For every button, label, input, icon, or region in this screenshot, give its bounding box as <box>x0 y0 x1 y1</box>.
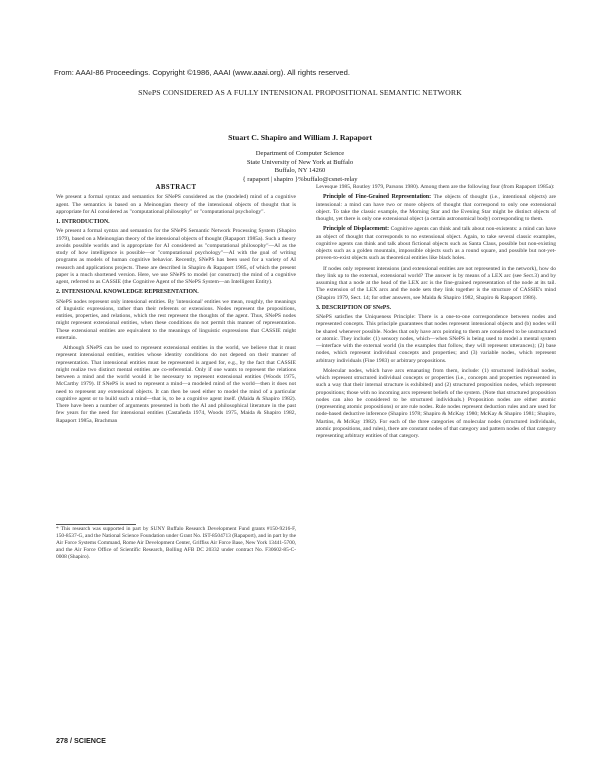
footnote: * This research was supported in part by SUNY Buffalo Research Development Fund grants #150-9216-F, 150-8537-G, and the National Science Foundation under Grant No. IST-8504713 (Rapaport), and in part by the Air Force Systems Command, Rome Air Development Center, Griffiss Air Force Base, New York 13441-5700, and the Air Force Office of Scientific Research, Bolling AFB DC 20332 under contract No. F30602-85-C-0008 (Shapiro). <box>56 526 296 560</box>
affiliation-block <box>0 150 600 184</box>
abstract-heading: ABSTRACT <box>155 184 197 191</box>
left-column <box>56 184 296 428</box>
affiliation-email: { rapaport | shapiro }%buffalo@csnet-relay <box>242 175 358 183</box>
section-heading-intensional: 2. INTENSIONAL KNOWLEDGE REPRESENTATION. <box>56 289 199 296</box>
displacement-text: Cognitive agents can think and talk about non-existents: a mind can have an object of thought that corresponds to no extensional object. Again, to take several classic examples, cognitive agents can think and talk about fictional objects such as Santa Claus, possible but non-existing objects such as a golden mountain, impossible objects such as a round square, and possible but not-yet-proven-to-exist objects such as theoretical entities like black holes. <box>316 226 557 262</box>
affiliation-university: State University of New York at Buffalo <box>246 158 354 166</box>
paper-authors: Stuart C. Shapiro and William J. Rapaport <box>228 133 372 142</box>
affiliation-city: Buffalo, NY 14260 <box>274 167 326 175</box>
intensional-paragraph-2: Although SNePS can be used to represent extensional entities in the world, we believe that it must represent intensional entities, entities whose identity conditions do not depend on their manner of representation. That intensional entities must be represented is argued for, e.g., by the fact that CASSIE might realize two distinct mental entities are co-referential. Only if one wants to represent the relations between a mind and the world would it be necessary to represent extensional entities (Woods 1975, McCarthy 1979). If SNePS is used to represent a mind—a modeled mind of the world—then it does not need to represent any extensional objects. It can then be used either to model the mind of a particular cognitive agent or to build such a mind—that is, to be a cognitive agent itself. (Maida & Shapiro 1982). There have been a number of arguments presented in both the AI and philosophical literature in the past few years for the need for intensional entities (Castañeda 1974, Woods 1975, Maida & Shapiro 1982, Rapaport 1985a, Brachman <box>56 345 296 424</box>
introduction-paragraph: We present a formal syntax and semantics for the SNePS Semantic Network Processing System (Shapiro 1979), based on a Meinongian theory of the intensional objects of thought (Rapaport 1985a). Such a theory avoids possible worlds and is appropriate for AI considered as "computational philosophy"—AI as the study of how intelligence is possible—or "computational psychology"—AI with the goal of writing programs as models of human cognitive behavior. Recently, SNePS has been used for a variety of AI research and applications projects. These are described in Shapiro & Rapaport 1985, of which the present paper is a much shortened version. Here, we use SNePS to model (or construct) the mind of a cognitive agent, referred to as CASSIE (the Cognitive Agent of the SNePS System—an Intelligent Entity). <box>56 228 296 285</box>
footnote-rule <box>56 524 136 525</box>
section-heading-introduction: 1. INTRODUCTION. <box>56 219 110 225</box>
lex-arc-paragraph: If nodes only represent intensions (and extensional entities are not represented in the network), how do they link up to the external, extensional world? The answer is by means of a LEX arc (see Sect.3) and by assuming that a node at the head of the LEX arc is the fine-grained representation of the node at its tail. The extension of the LEX arcs and the node sets they link together is the structure of CASSIE's mind (Shapiro 1979, Sect. 14; for other answers, see Maida & Shapiro 1982, Shapiro & Rapaport 1986). <box>316 265 556 301</box>
page-number: 278 / SCIENCE <box>56 736 106 745</box>
fine-grained-heading: Principle of Fine-Grained Representation: <box>323 194 432 201</box>
description-paragraph-1: SNePS satisfies the Uniqueness Principle: There is a one-to-one correspondence between nodes and represented concepts. This principle guarantees that nodes represent intensional objects and (b) nodes will be shared whenever possible. Nodes that only have arcs pointing to them are considered to be unstructured or atomic. They include: (1) sensory nodes, which—when SNePS is being used to model a mental system—interface with the external world (in the examples that follow, they will represent utterances); (2) base nodes, which represent individual concepts and properties; and (3) variable nodes, which represent arbitrary individuals (Fine 1983) or arbitrary propositions. <box>316 314 556 364</box>
continued-paragraph: Levesque 1985, Routley 1979, Parsons 1980). Among them are the following four (from Rapaport 1985a): <box>316 184 555 190</box>
affiliation-department: Department of Computer Science <box>255 150 345 157</box>
abstract-text: We present a formal syntax and semantics for SNePS considered as the (modeled) mind of a cognitive agent. The semantics is based on a Meinongian theory of the intensional objects of thought that is appropriate for AI considered as "computational philosophy" or "computational psychology". <box>56 194 296 215</box>
fine-grained-paragraph <box>316 194 556 223</box>
fine-grained-text: The objects of thought (i.e., intentional objects) are intensional: a mind can have two or more objects of thought that correspond to only one extensional object. To take the classic example, the Morning Star and the Evening Star might be distinct objects of thought, yet there is only one extensional object (a certain astronomical body) corresponding to them. <box>316 194 556 222</box>
displacement-paragraph <box>316 226 556 262</box>
intensional-paragraph-1: SNePS nodes represent only intensional entities. By 'intensional' entities we mean, roughly, the meanings of linguistic expressions, rather than their referents or extensions. Nodes represent the propositions, entities, properties, and relations, which the rest represent the thoughts of the agent. Thus, SNePS nodes might represent extensional entities, when these conditions do not permit this manner of representation. These extensional entities are equivalent to the meanings of linguistic expressions that CASSIE might entertain. <box>56 298 296 341</box>
source-line: From: AAAI-86 Proceedings. Copyright ©1986, AAAI (www.aaai.org). All rights reserved. <box>54 68 350 77</box>
right-column <box>316 184 556 443</box>
section-heading-description: 3. DESCRIPTION OF SNePS. <box>316 304 391 311</box>
paper-title: SNePS CONSIDERED AS A FULLY INTENSIONAL PROPOSITIONAL SEMANTIC NETWORK <box>138 88 462 97</box>
description-paragraph-2: Molecular nodes, which have arcs emanating from them, include: (1) structured individual nodes, which represent structured individual concepts or properties (i.e., concepts and properties represented in such a way that their internal structure is exhibited) and (2) structured proposition nodes, which represent propositions; those with no incoming arcs represent beliefs of the system. (Note that structured proposition nodes can also be considered to be structured individuals.) Proposition nodes are either atomic (representing atomic propositions) or are rule nodes. Rule nodes represent deduction rules and are used for node-based deductive inference (Shapiro 1978; Shapiro & McKay 1980; McKay & Shapiro 1981; Shapiro, Martins, & McKay 1982). For each of the three categories of molecular nodes (structured individuals, atomic propositions, and rules), there are constant nodes of that category and pattern nodes of that category representing arbitrary entities of that category. <box>316 367 556 439</box>
displacement-heading: Principle of Displacement: <box>323 226 390 233</box>
